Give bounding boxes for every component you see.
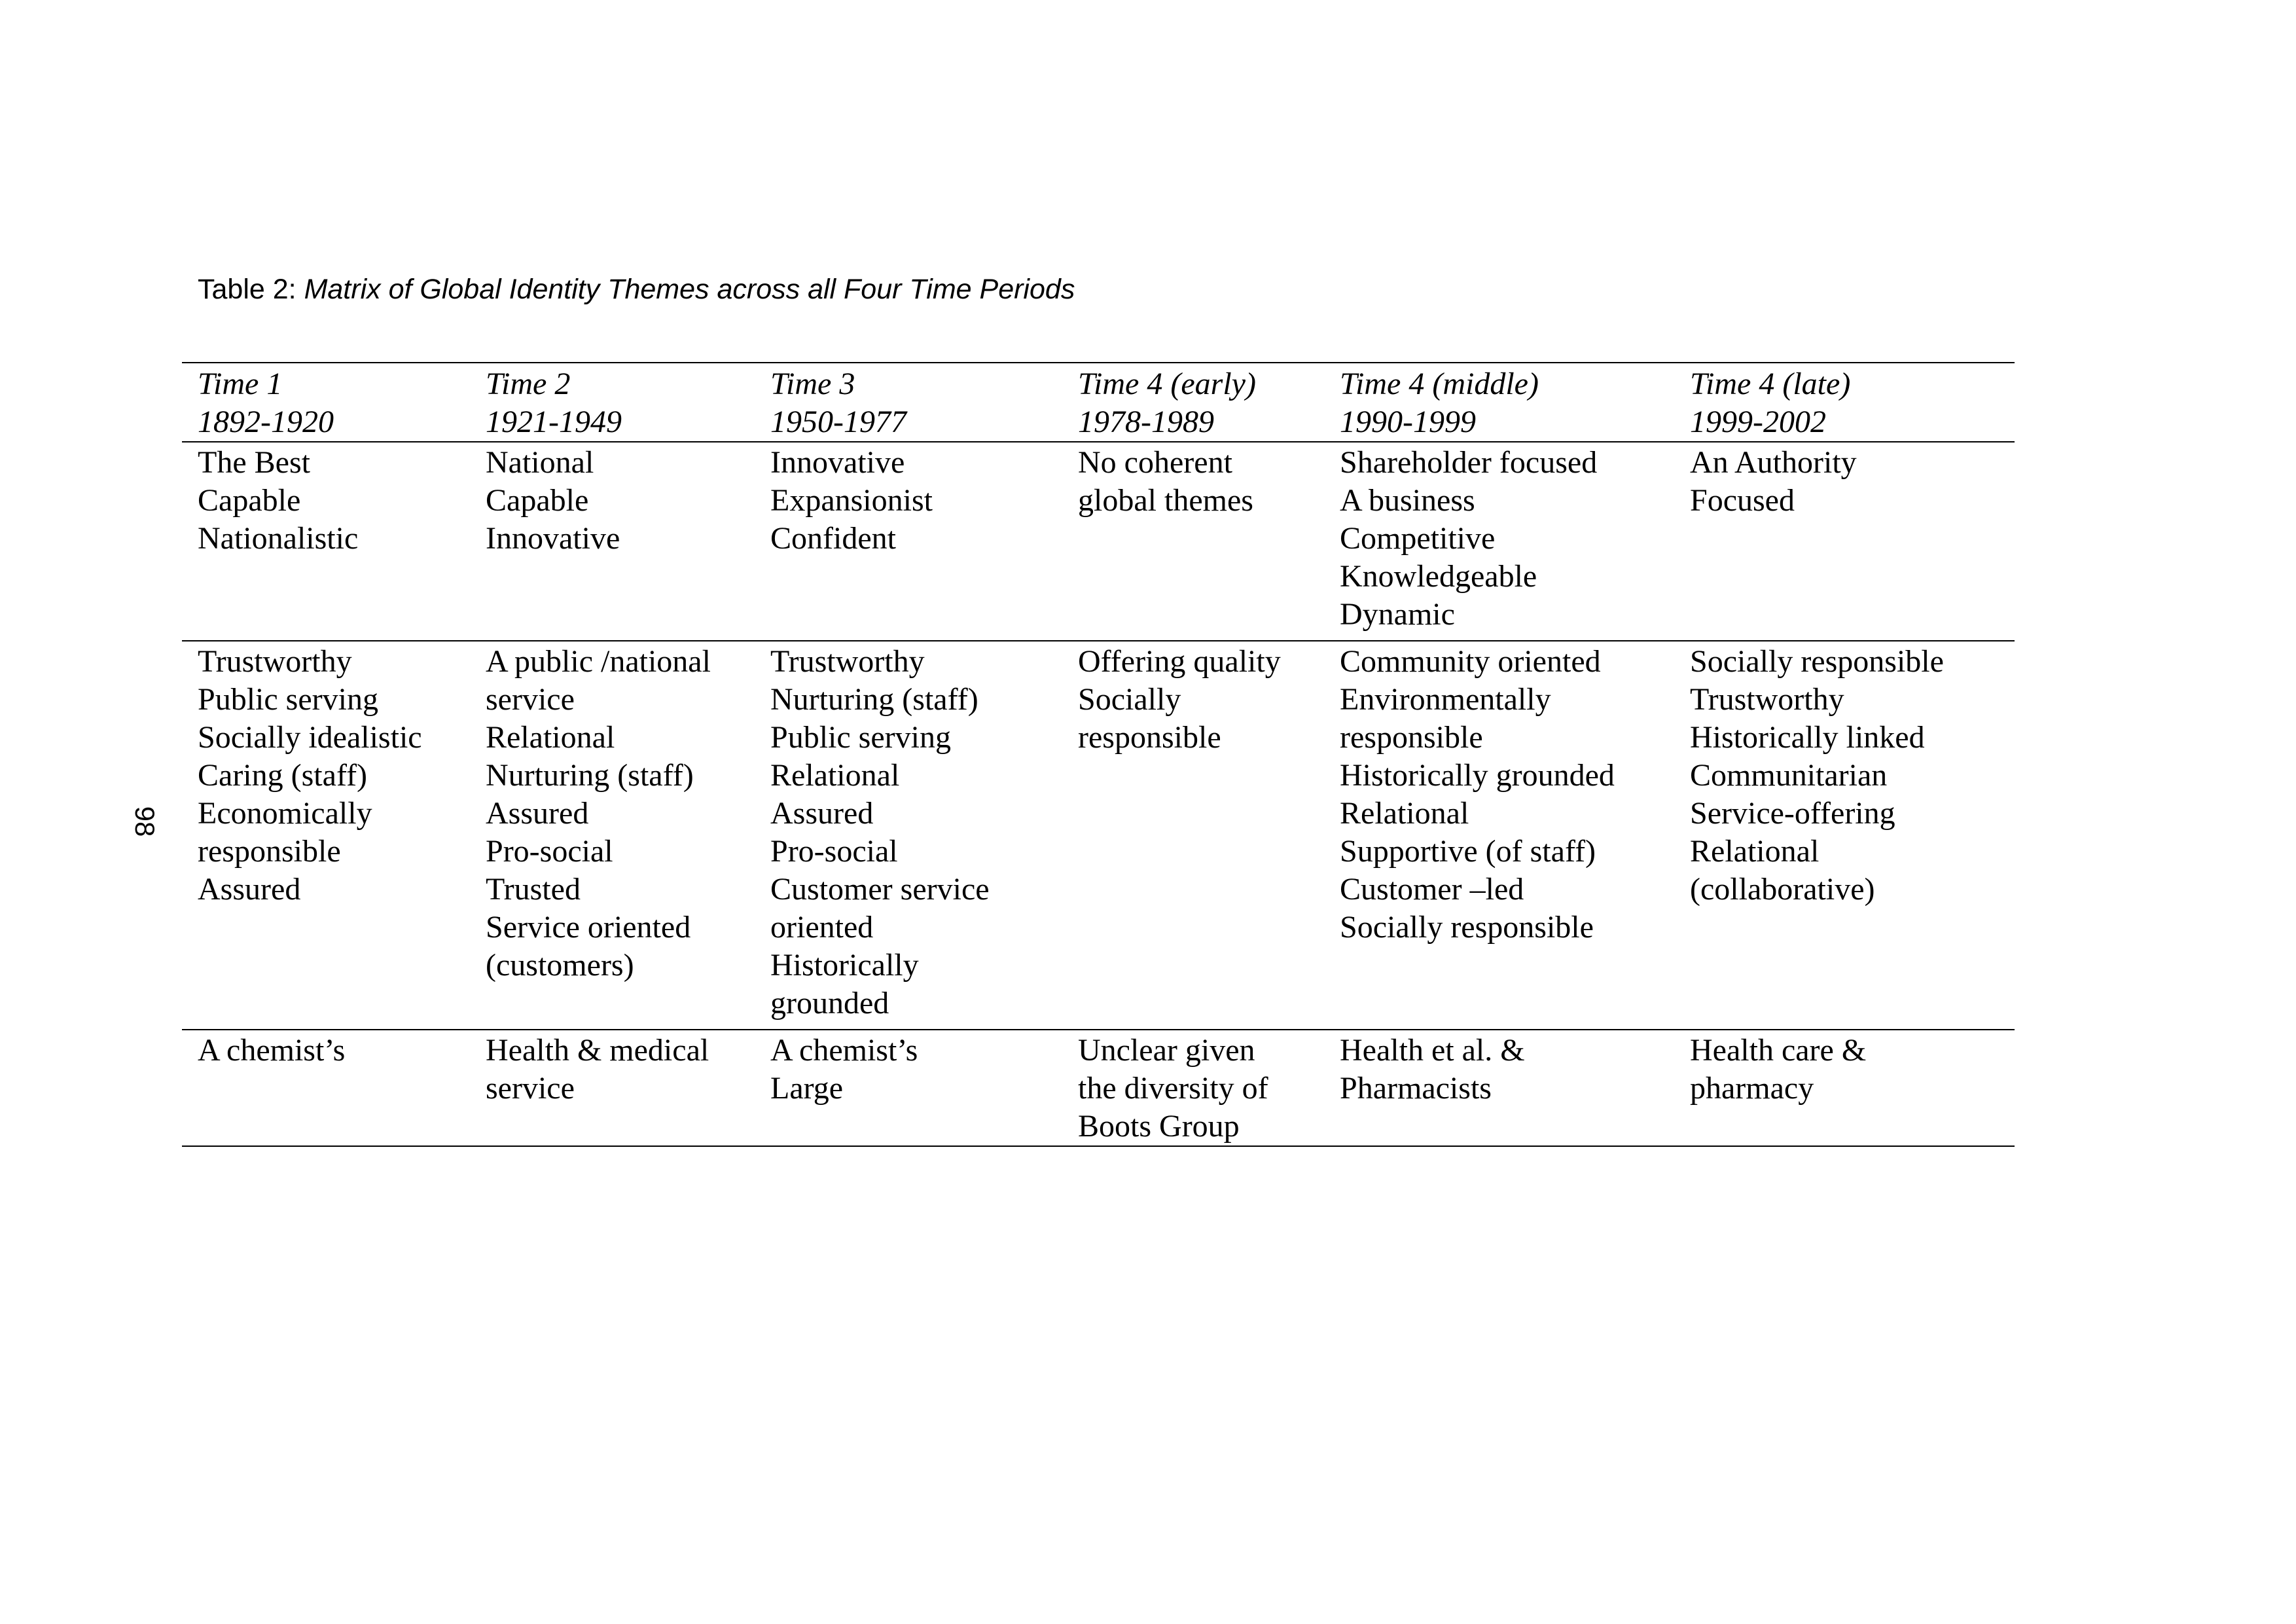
- table-cell: A chemist’s: [182, 1030, 470, 1146]
- table-cell: Health & medical service: [470, 1030, 755, 1146]
- table-cell: No coherent global themes: [1078, 445, 1253, 518]
- table-cell: Health care & pharmacy: [1674, 1030, 2015, 1146]
- identity-themes-table: [182, 362, 2015, 1147]
- header-time-3: Time 3 1950-1977: [755, 363, 1062, 442]
- table-cell: National Capable Innovative: [486, 445, 620, 556]
- table-cell: Trustworthy Nurturing (staff) Public serving Relational Assured Pro-social Customer service oriented Historically grounded: [755, 641, 1062, 1030]
- table-cell: Offering quality Socially responsible: [1062, 641, 1324, 1030]
- table-cell: Unclear given the diversity of Boots Group: [1062, 1030, 1324, 1146]
- header-time-4-late: Time 4 (late) 1999-2002: [1674, 363, 2015, 442]
- header-time-2: Time 2 1921-1949: [470, 363, 755, 442]
- caption-title: Matrix of Global Identity Themes across all Four Time Periods: [304, 274, 1075, 305]
- table-cell: A chemist’s Large: [755, 1030, 1062, 1146]
- header-time-1: Time 1 1892-1920: [182, 363, 470, 442]
- table-cell: Trustworthy Public serving Socially idealistic Caring (staff) Economically responsible Assured: [182, 641, 470, 1030]
- table-cell: Health et al. & Pharmacists: [1324, 1030, 1674, 1146]
- header-time-4-middle: Time 4 (middle) 1990-1999: [1324, 363, 1674, 442]
- table-row: [182, 442, 2015, 641]
- table-cell: Shareholder focused A business Competitive Knowledgeable Dynamic: [1340, 445, 1598, 632]
- table-cell: Community oriented Environmentally responsible Historically grounded Relational Supportive (of staff) Customer –led Socially responsible: [1324, 641, 1674, 1030]
- table-row: [182, 641, 2015, 1030]
- page-number: 98: [130, 806, 160, 837]
- table-row: [182, 1030, 2015, 1146]
- table-cell: A public /national service Relational Nurturing (staff) Assured Pro-social Trusted Service oriented (customers): [470, 641, 755, 1030]
- table-cell: The Best Capable Nationalistic: [198, 445, 359, 556]
- table-caption: [198, 270, 1075, 309]
- caption-prefix: Table 2:: [198, 274, 304, 305]
- table-cell: Innovative Expansionist Confident: [770, 445, 933, 556]
- table-cell: An Authority Focused: [1690, 445, 1857, 518]
- header-time-4-early: Time 4 (early) 1978-1989: [1062, 363, 1324, 442]
- table-cell: Socially responsible Trustworthy Historically linked Communitarian Service-offering Relational (collaborative): [1674, 641, 2015, 1030]
- header-row: [182, 363, 2015, 442]
